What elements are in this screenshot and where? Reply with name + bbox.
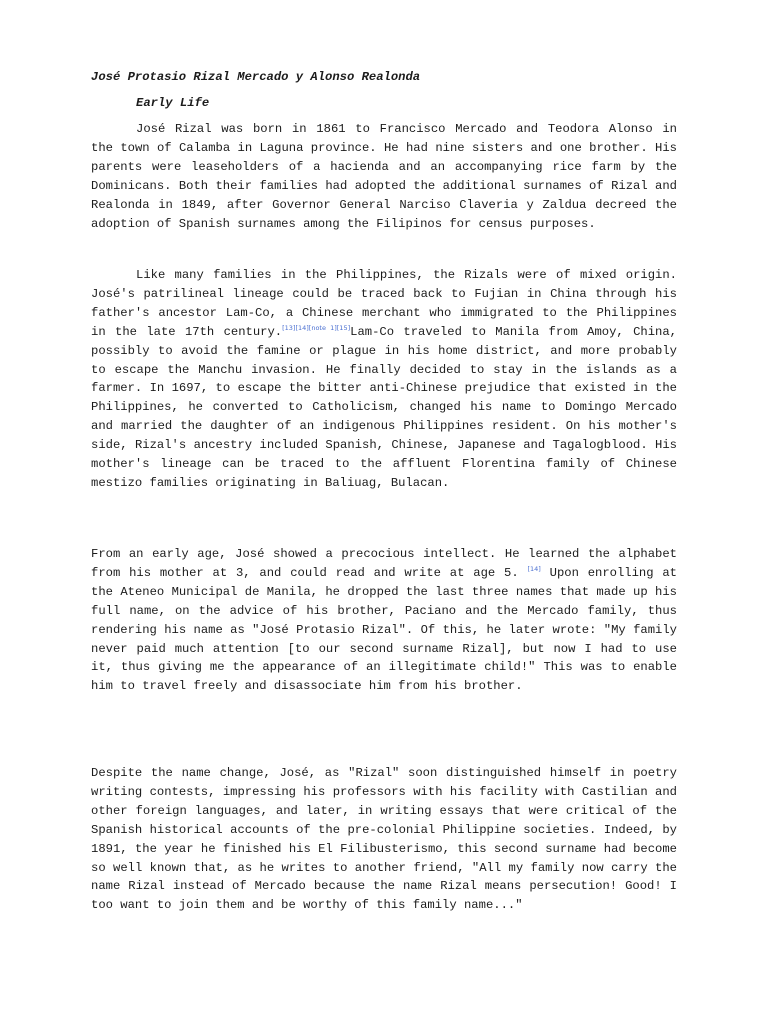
paragraph-text: Upon enrolling at the Ateneo Municipal de Manila, he dropped the last three names that made up his full name, on the advice of his brother, Paciano and the Mercado family, thus rendering his name as "José Protasio Rizal". Of this, he later wrote: "My family never paid much attention [to our second surname Rizal], but now I had to use it, thus giving me the appearance of an illegitimate child!" This was to enable him to travel freely and disassociate him from his brother. (91, 565, 677, 694)
paragraph-text: Like many families in the Philippines, the Rizals were of mixed origin. José's patrilineal lineage could be traced back to Fujian in China through his father's ancestor Lam-Co, a Chinese merchant who immigrated to the Philippines in the late 17th century. (91, 268, 677, 339)
paragraph-text: Despite the name change, José, as "Rizal" soon distinguished himself in poetry writing contests, impressing his professors with his facility with Castilian and other foreign languages, and later, in writing essays that were critical of the Spanish historical accounts of the pre-colonial Philippine societies. Indeed, by 1891, the year he finished his El Filibusterismo, this second surname had become so well known that, as he writes to another friend, "All my family now carry the name Rizal instead of Mercado because the name Rizal means persecution! Good! I too want to join them and be worthy of this family name..." (91, 766, 677, 913)
citation-link[interactable]: [14] (527, 564, 541, 573)
paragraph-ancestry (91, 266, 677, 493)
section-heading: Early Life (136, 96, 210, 110)
paragraph-text: From an early age, José showed a precocious intellect. He learned the alphabet from his mother at 3, and could read and write at age 5. (91, 547, 677, 580)
document-title: José Protasio Rizal Mercado y Alonso Realonda (91, 70, 421, 84)
paragraph-name-change (91, 764, 677, 915)
paragraph-text: José Rizal was born in 1861 to Francisco Mercado and Teodora Alonso in the town of Calamba in Laguna province. He had nine sisters and one brother. His parents were leaseholders of a hacienda and an accompanying rice farm by the Dominicans. Both their families had adopted the additional surnames of Rizal and Realonda in 1849, after Governor General Narciso Claveria y Zaldua decreed the adoption of Spanish surnames among the Filipinos for census purposes. (91, 122, 677, 231)
paragraph-text: Lam-Co traveled to Manila from Amoy, China, possibly to avoid the famine or plague in his home district, and more probably to escape the Manchu invasion. He finally decided to stay in the islands as a farmer. In 1697, to escape the bitter anti-Chinese prejudice that existed in the Philippines, he converted to Catholicism, changed his name to Domingo Mercado and married the daughter of an indigenous Philippines resident. On his mother's side, Rizal's ancestry included Spanish, Chinese, Japanese and Tagalogblood. His mother's lineage can be traced to the affluent Florentina family of Chinese mestizo families originating in Baliuag, Bulacan. (91, 324, 677, 490)
paragraph-birth (91, 120, 677, 233)
paragraph-early-age (91, 545, 677, 696)
citation-link[interactable]: [13][14][note 1][15] (282, 323, 351, 332)
